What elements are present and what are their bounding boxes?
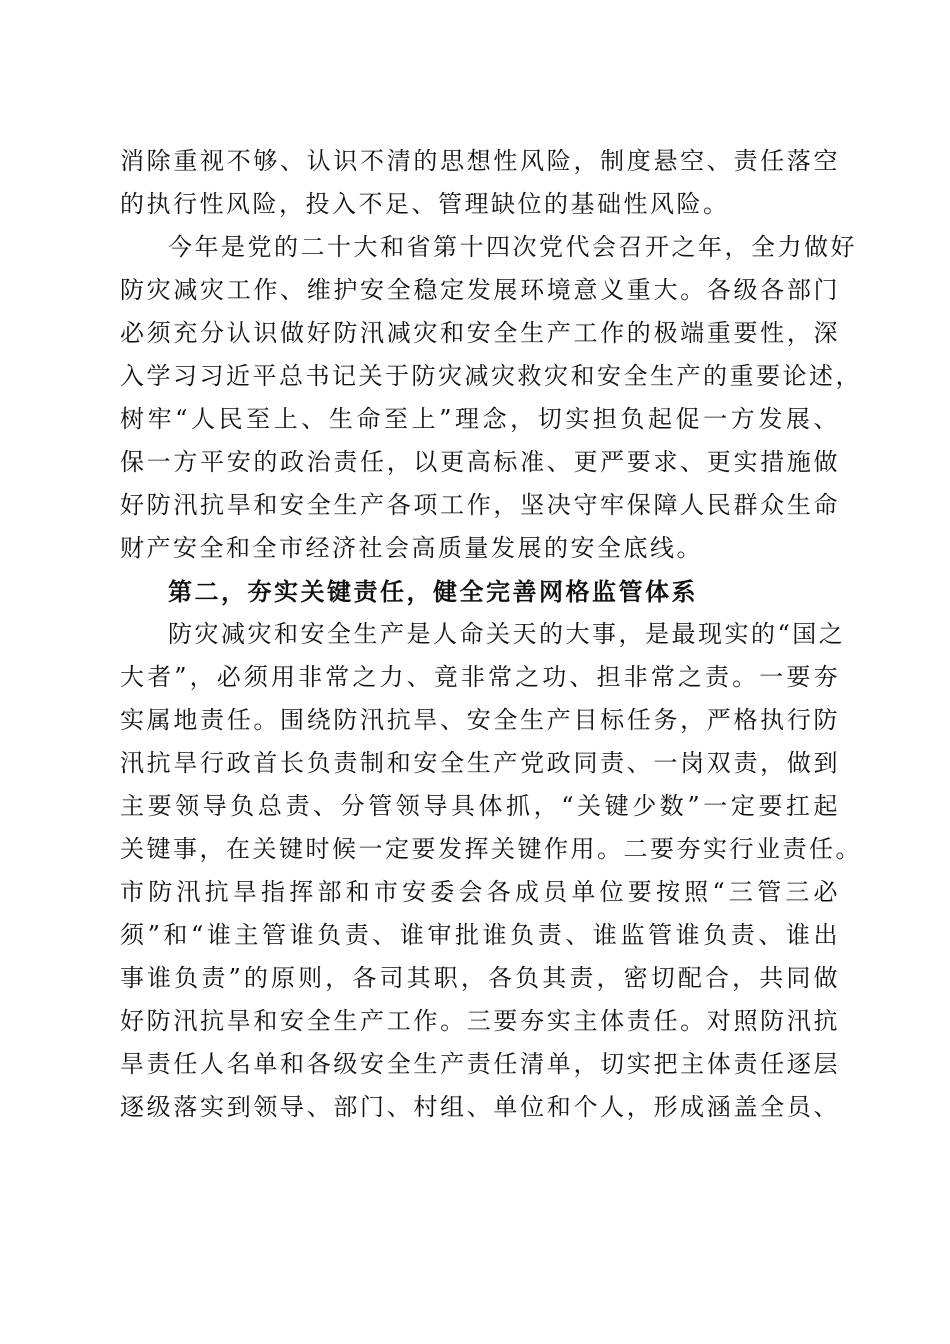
text-line: 财产安全和全市经济社会高质量发展的安全底线。 [120, 534, 703, 562]
text-line: 消除重视不够、认识不清的思想性风险，制度悬空、责任落空 [120, 147, 840, 175]
text-line: 保一方平安的政治责任，以更高标准、更严要求、更实措施做 [120, 448, 840, 476]
paragraph-1 [120, 140, 840, 226]
text-line: 今年是党的二十大和省第十四次党代会召开之年，全力做好 [168, 233, 857, 261]
paragraph-2 [120, 226, 862, 570]
heading-text: 第二，夯实关键责任，健全完善网格监管体系 [168, 577, 698, 606]
text-line: 市防汛抗旱指挥部和市安委会各成员单位要按照“三管三必 [120, 878, 840, 906]
text-line: 好防汛抗旱和安全生产工作。三要夯实主体责任。对照防汛抗 [120, 1007, 840, 1035]
text-line: 必须充分认识做好防汛减灾和安全生产工作的极端重要性，深 [120, 319, 840, 347]
text-line: 事谁负责”的原则，各司其职，各负其责，密切配合，共同做 [120, 964, 840, 992]
text-line: 旱责任人名单和各级安全生产责任清单，切实把主体责任逐层 [120, 1050, 840, 1078]
text-line: 防灾减灾工作、维护安全稳定发展环境意义重大。各级各部门 [120, 276, 840, 304]
text-line: 好防汛抗旱和安全生产各项工作，坚决守牢保障人民群众生命 [120, 491, 840, 519]
document-body [120, 140, 862, 1129]
text-line: 汛抗旱行政首长负责制和安全生产党政同责、一岗双责，做到 [120, 749, 840, 777]
section-heading [120, 570, 840, 613]
text-line: 入学习习近平总书记关于防灾减灾救灾和安全生产的重要论述， [120, 362, 862, 390]
text-line: 树牢“人民至上、生命至上”理念，切实担负起促一方发展、 [120, 405, 840, 433]
text-line: 防灾减灾和安全生产是人命关天的大事，是最现实的“国之 [168, 620, 846, 648]
text-line: 逐级落实到领导、部门、村组、单位和个人，形成涵盖全员、 [120, 1093, 840, 1121]
paragraph-3 [120, 613, 862, 1129]
text-line: 的执行性风险，投入不足、管理缺位的基础性风险。 [120, 190, 730, 218]
text-line: 须”和“谁主管谁负责、谁审批谁负责、谁监管谁负责、谁出 [120, 921, 840, 949]
text-line: 关键事，在关键时候一定要发挥关键作用。二要夯实行业责任。 [120, 835, 862, 863]
text-line: 主要领导负总责、分管领导具体抓，“关键少数”一定要扛起 [120, 792, 840, 820]
text-line: 大者”，必须用非常之力、竟非常之功、担非常之责。一要夯 [120, 663, 840, 691]
text-line: 实属地责任。围绕防汛抗旱、安全生产目标任务，严格执行防 [120, 706, 840, 734]
